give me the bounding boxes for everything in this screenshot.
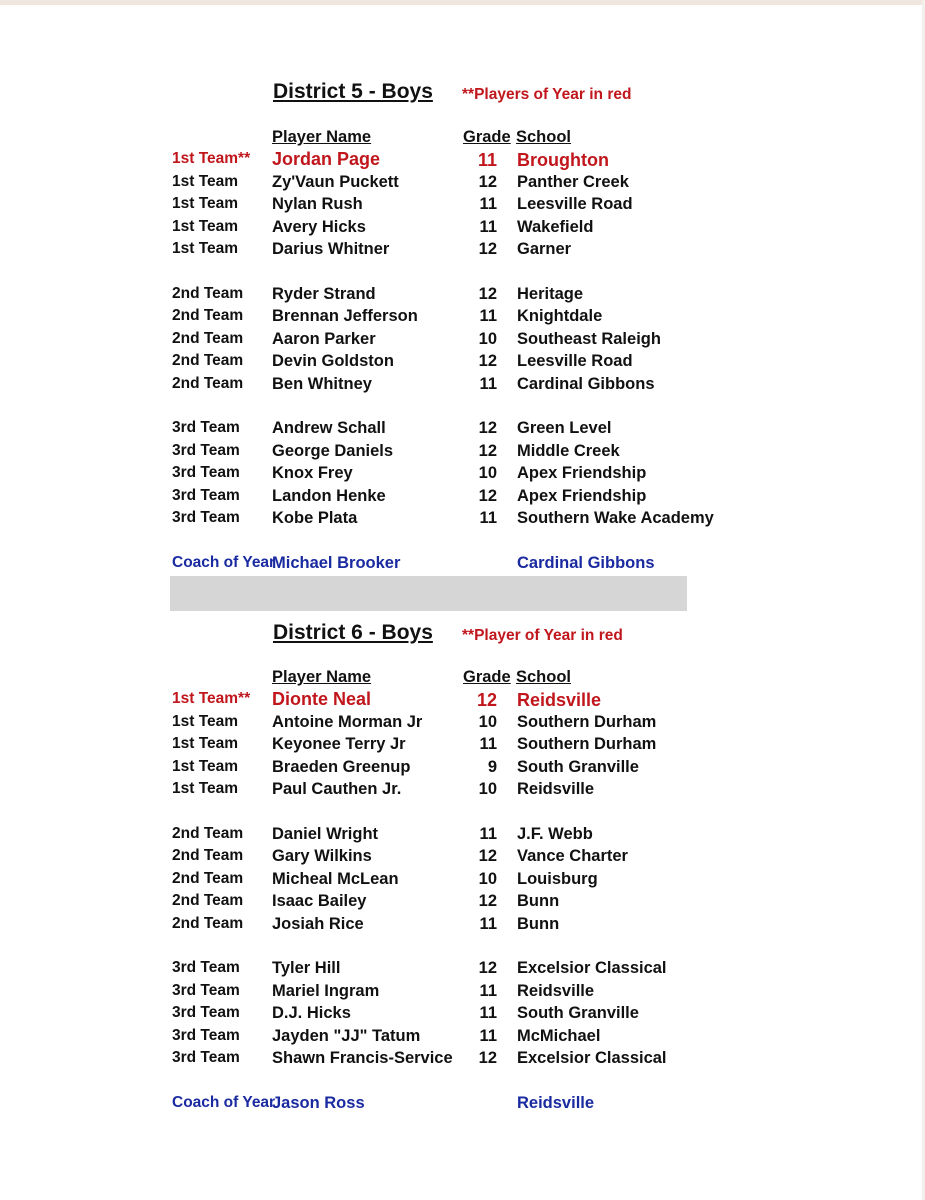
player-row — [0, 959, 925, 981]
player-grade: 12 — [478, 173, 497, 191]
player-row — [0, 173, 925, 195]
player-grade: 12 — [478, 442, 497, 460]
player-row — [0, 780, 925, 802]
player-grade: 9 — [487, 758, 497, 776]
header-grade: Grade — [463, 668, 511, 686]
player-grade: 11 — [479, 1027, 497, 1045]
team-label: 1st Team — [172, 758, 239, 775]
player-grade: 10 — [478, 464, 497, 482]
player-grade: 12 — [478, 419, 497, 437]
player-name: Aaron Parker — [272, 330, 376, 348]
player-name: Mariel Ingram — [272, 982, 380, 1000]
team-label: 1st Team — [172, 218, 239, 235]
top-edge-bar — [0, 0, 925, 5]
player-grade: 12 — [478, 892, 497, 910]
player-school: South Granville — [517, 758, 639, 776]
team-label: 1st Team** — [172, 690, 251, 707]
player-name: Tyler Hill — [272, 959, 341, 977]
header-grade: Grade — [463, 128, 511, 146]
team-label: 1st Team — [172, 735, 239, 752]
team-label: 3rd Team — [172, 1027, 240, 1044]
team-label: 2nd Team — [172, 375, 244, 392]
player-school: Reidsville — [517, 982, 595, 1000]
team-label: 3rd Team — [172, 982, 240, 999]
player-name: Darius Whitner — [272, 240, 390, 258]
district-title: District 6 - Boys — [273, 621, 433, 644]
player-school: Reidsville — [517, 690, 602, 710]
team-label: 1st Team — [172, 240, 239, 257]
player-school: Leesville Road — [517, 195, 633, 213]
player-row — [0, 735, 925, 757]
player-name: Isaac Bailey — [272, 892, 367, 910]
section-separator — [170, 576, 687, 611]
player-school: Excelsior Classical — [517, 959, 667, 977]
player-row — [0, 1049, 925, 1071]
player-name: Andrew Schall — [272, 419, 386, 437]
header-school: School — [516, 668, 572, 686]
player-name: Knox Frey — [272, 464, 353, 482]
player-school: Bunn — [517, 892, 560, 910]
team-label: 2nd Team — [172, 825, 244, 842]
player-school: Cardinal Gibbons — [517, 375, 655, 393]
player-name: Nylan Rush — [272, 195, 363, 213]
player-school: J.F. Webb — [517, 825, 593, 843]
player-school: Heritage — [517, 285, 584, 303]
player-of-year-row — [0, 150, 925, 172]
player-grade: 12 — [478, 959, 497, 977]
player-grade: 11 — [479, 735, 497, 753]
player-row — [0, 982, 925, 1004]
team-label: 1st Team — [172, 173, 239, 190]
player-row — [0, 758, 925, 780]
team-label: 3rd Team — [172, 464, 240, 481]
team-label: 3rd Team — [172, 419, 240, 436]
player-row — [0, 713, 925, 735]
player-grade: 10 — [478, 870, 497, 888]
player-school: Excelsior Classical — [517, 1049, 667, 1067]
team-label: 2nd Team — [172, 847, 244, 864]
player-school: Southern Durham — [517, 713, 657, 731]
player-grade: 12 — [478, 240, 497, 258]
player-row — [0, 1027, 925, 1049]
player-school: Green Level — [517, 419, 612, 437]
player-grade: 12 — [478, 352, 497, 370]
player-school: Southern Wake Academy — [517, 509, 714, 527]
player-school: McMichael — [517, 1027, 601, 1045]
player-name: Shawn Francis-Service — [272, 1049, 453, 1067]
player-school: Louisburg — [517, 870, 598, 888]
player-school: Panther Creek — [517, 173, 629, 191]
player-school: Southeast Raleigh — [517, 330, 661, 348]
player-row — [0, 307, 925, 329]
player-row — [0, 419, 925, 441]
coach-school: Reidsville — [517, 1094, 595, 1112]
player-school: Apex Friendship — [517, 487, 647, 505]
player-name: Zy'Vaun Puckett — [272, 173, 399, 191]
team-label: 2nd Team — [172, 892, 244, 909]
player-row — [0, 285, 925, 307]
player-name: Ben Whitney — [272, 375, 372, 393]
player-grade: 11 — [479, 825, 497, 843]
player-of-year-row — [0, 690, 925, 712]
team-label: 2nd Team — [172, 307, 244, 324]
team-label: 3rd Team — [172, 509, 240, 526]
player-row — [0, 442, 925, 464]
player-name: Micheal McLean — [272, 870, 399, 888]
player-school: Garner — [517, 240, 572, 258]
team-label: 2nd Team — [172, 915, 244, 932]
player-name: Braeden Greenup — [272, 758, 411, 776]
player-row — [0, 375, 925, 397]
player-school: Wakefield — [517, 218, 594, 236]
player-row — [0, 195, 925, 217]
player-row — [0, 218, 925, 240]
player-grade: 11 — [479, 195, 497, 213]
player-row — [0, 352, 925, 374]
team-label: 3rd Team — [172, 487, 240, 504]
player-grade: 12 — [478, 285, 497, 303]
team-label: 2nd Team — [172, 870, 244, 887]
player-row — [0, 509, 925, 531]
player-row — [0, 915, 925, 937]
coach-school: Cardinal Gibbons — [517, 554, 655, 572]
player-school: Middle Creek — [517, 442, 620, 460]
player-grade: 10 — [478, 713, 497, 731]
district-title: District 5 - Boys — [273, 80, 433, 103]
player-school: South Granville — [517, 1004, 639, 1022]
player-grade: 11 — [477, 150, 497, 170]
player-name: Jordan Page — [272, 149, 381, 169]
player-name: Keyonee Terry Jr — [272, 735, 406, 753]
player-name: Avery Hicks — [272, 218, 366, 236]
team-label: 3rd Team — [172, 442, 240, 459]
player-grade: 10 — [478, 330, 497, 348]
player-name: Jayden "JJ" Tatum — [272, 1027, 421, 1045]
player-of-year-note: **Players of Year in red — [462, 86, 632, 103]
player-name: Dionte Neal — [272, 689, 372, 709]
team-label: 1st Team — [172, 780, 239, 797]
header-player-name: Player Name — [272, 128, 372, 146]
player-grade: 11 — [479, 1004, 497, 1022]
player-name: D.J. Hicks — [272, 1004, 351, 1022]
player-grade: 12 — [476, 690, 497, 710]
player-name: Daniel Wright — [272, 825, 379, 843]
player-name: Brennan Jefferson — [272, 307, 418, 325]
player-of-year-note: **Player of Year in red — [462, 627, 623, 644]
player-row — [0, 1004, 925, 1026]
player-name: George Daniels — [272, 442, 394, 460]
player-name: Gary Wilkins — [272, 847, 372, 865]
team-label: 1st Team — [172, 195, 239, 212]
player-grade: 11 — [479, 915, 497, 933]
player-grade: 11 — [479, 375, 497, 393]
player-row — [0, 847, 925, 869]
player-grade: 12 — [478, 1049, 497, 1067]
player-grade: 12 — [478, 487, 497, 505]
player-row — [0, 240, 925, 262]
coach-label: Coach of Year — [172, 554, 276, 571]
player-name: Ryder Strand — [272, 285, 376, 303]
player-school: Reidsville — [517, 780, 595, 798]
player-grade: 11 — [479, 307, 497, 325]
team-label: 2nd Team — [172, 352, 244, 369]
team-label: 3rd Team — [172, 959, 240, 976]
player-school: Leesville Road — [517, 352, 633, 370]
coach-of-year-row — [0, 554, 925, 576]
coach-of-year-row — [0, 1094, 925, 1116]
player-school: Apex Friendship — [517, 464, 647, 482]
player-row — [0, 330, 925, 352]
player-name: Landon Henke — [272, 487, 386, 505]
player-name: Antoine Morman Jr — [272, 713, 423, 731]
player-name: Devin Goldston — [272, 352, 394, 370]
header-player-name: Player Name — [272, 668, 372, 686]
header-school: School — [516, 128, 572, 146]
player-grade: 11 — [479, 509, 497, 527]
player-school: Southern Durham — [517, 735, 657, 753]
player-grade: 10 — [478, 780, 497, 798]
coach-name: Jason Ross — [272, 1094, 365, 1112]
team-label: 2nd Team — [172, 330, 244, 347]
player-name: Kobe Plata — [272, 509, 358, 527]
player-row — [0, 464, 925, 486]
team-label: 3rd Team — [172, 1004, 240, 1021]
player-school: Vance Charter — [517, 847, 628, 865]
player-school: Bunn — [517, 915, 560, 933]
coach-label: Coach of Year — [172, 1094, 276, 1111]
player-grade: 11 — [479, 218, 497, 236]
player-row — [0, 487, 925, 509]
player-row — [0, 870, 925, 892]
player-name: Josiah Rice — [272, 915, 364, 933]
coach-name: Michael Brooker — [272, 554, 401, 572]
player-row — [0, 825, 925, 847]
team-label: 3rd Team — [172, 1049, 240, 1066]
team-label: 2nd Team — [172, 285, 244, 302]
player-row — [0, 892, 925, 914]
player-grade: 12 — [478, 847, 497, 865]
player-school: Broughton — [517, 150, 609, 170]
player-grade: 11 — [479, 982, 497, 1000]
player-name: Paul Cauthen Jr. — [272, 780, 402, 798]
team-label: 1st Team — [172, 713, 239, 730]
player-school: Knightdale — [517, 307, 603, 325]
team-label: 1st Team** — [172, 150, 251, 167]
